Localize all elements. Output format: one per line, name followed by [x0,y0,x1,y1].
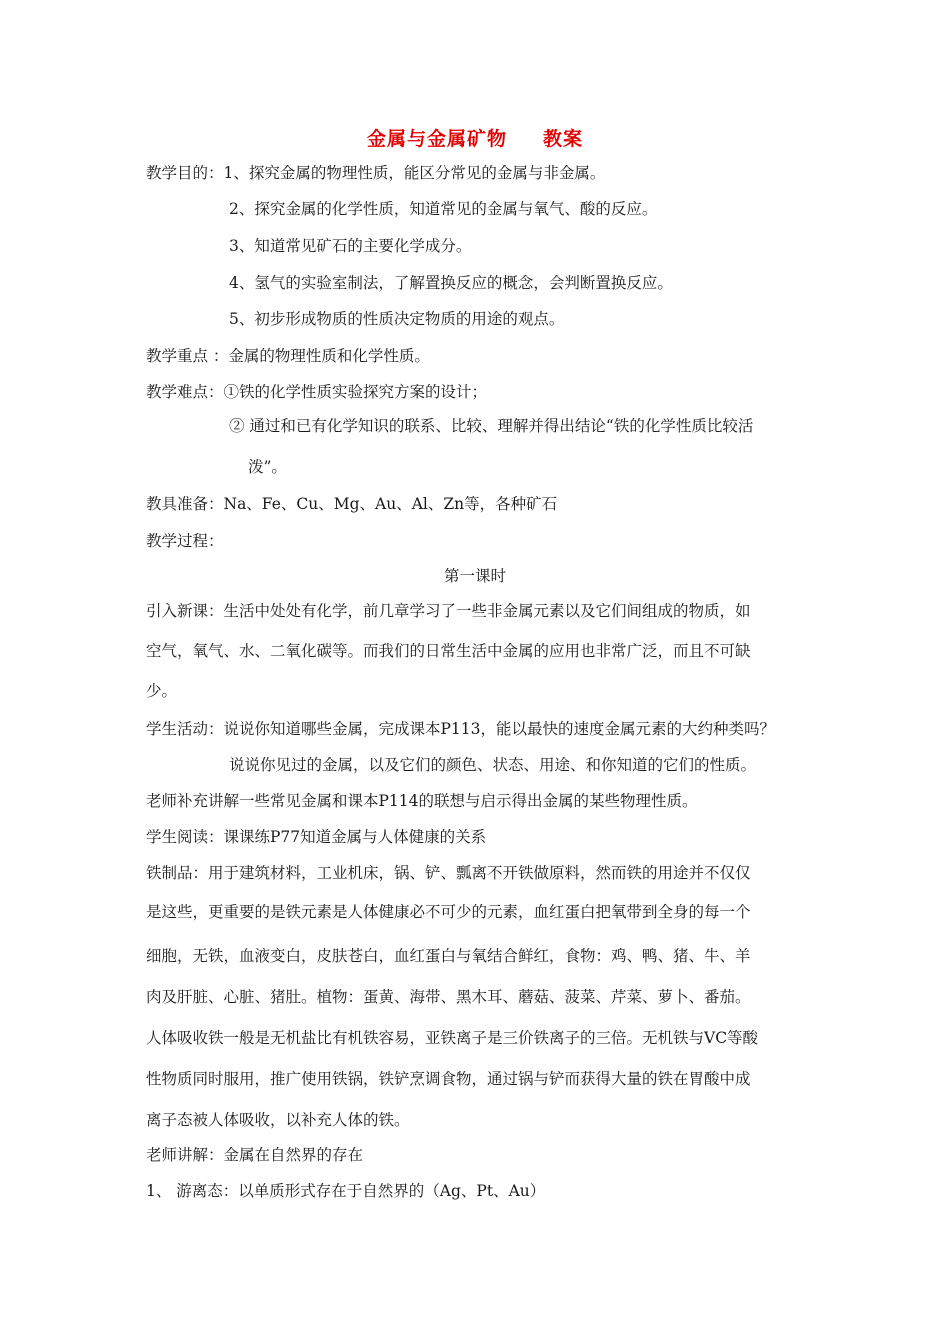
free-state-line: 1、 游离态：以单质形式存在于自然界的（Ag、Pt、Au） [146,1182,546,1200]
objective-item-4: 4、氢气的实验室制法，了解置换反应的概念，会判断置换反应。 [229,274,673,292]
iron-paragraph-line-4: 肉及肝脏、心脏、猪肚。植物：蛋黄、海带、黑木耳、蘑菇、菠菜、芹菜、萝卜、番茄。 [146,988,751,1006]
activity-line-2: 说说你见过的金属，以及它们的颜色、状态、用途、和你知道的它们的性质。 [229,756,757,774]
teacher-lecture: 老师讲解：金属在自然界的存在 [146,1146,364,1164]
teacher-supplement: 老师补充讲解一些常见金属和课本P114的联想与启示得出金属的某些物理性质。 [146,792,698,810]
iron-paragraph-line-7: 离子态被人体吸收，以补充人体的铁。 [146,1111,410,1129]
objective-item-1: 1、探究金属的物理性质，能区分常见的金属与非金属。 [223,164,606,182]
iron-paragraph-line-2: 是这些，更重要的是铁元素是人体健康必不可少的元素，血红蛋白把氧带到全身的每一个 [146,903,751,921]
title-main: 金属与金属矿物 [366,128,507,150]
iron-paragraph-line-5: 人体吸收铁一般是无机盐比有机铁容易，亚铁离子是三价铁离子的三倍。无机铁与VC等酸 [146,1029,759,1047]
student-reading: 学生阅读：课课练P77知道金属与人体健康的关系 [146,828,487,846]
intro-line-3: 少。 [146,682,178,700]
difficulties-line-1: 教学难点：①铁的化学性质实验探究方案的设计； [146,383,488,401]
title-sub: 教案 [543,128,584,150]
lesson-title: 第一课时 [443,567,506,585]
process-label: 教学过程： [146,532,224,550]
document-title [0,124,950,151]
objective-item-5: 5、初步形成物质的性质决定物质的用途的观点。 [229,310,565,328]
objective-item-3: 3、知道常见矿石的主要化学成分。 [229,237,472,255]
materials: 教具准备：Na、Fe、Cu、Mg、Au、Al、Zn等，各种矿石 [146,495,558,513]
iron-paragraph-line-3: 细胞，无铁，血液变白，皮肤苍白，血红蛋白与氧结合鲜红，食物：鸡、鸭、猪、牛、羊 [146,947,751,965]
objectives-label: 教学目的： [146,164,224,182]
intro-line-1: 引入新课：生活中处处有化学，前几章学习了一些非金属元素以及它们间组成的物质，如 [146,602,751,620]
objectives-line-1 [146,162,605,184]
intro-line-2: 空气，氧气、水、二氧化碳等。而我们的日常生活中金属的应用也非常广泛，而且不可缺 [146,642,751,660]
objective-item-2: 2、探究金属的化学性质，知道常见的金属与氧气、酸的反应。 [229,200,658,218]
iron-paragraph-line-6: 性物质同时服用，推广使用铁锅，铁铲烹调食物，通过锅与铲而获得大量的铁在胃酸中成 [146,1070,751,1088]
activity-line-1: 学生活动：说说你知道哪些金属，完成课本P113，能以最快的速度金属元素的大约种类吗？ [146,720,776,738]
iron-paragraph-line-1: 铁制品：用于建筑材料，工业机床，锅、铲、瓢离不开铁做原料，然而铁的用途并不仅仅 [146,864,751,882]
difficulties-line-3: 泼”。 [248,458,287,476]
difficulties-line-2: ② 通过和已有化学知识的联系、比较、理解并得出结论“铁的化学性质比较活 [229,417,754,435]
key-points: 教学重点 ：金属的物理性质和化学性质。 [146,347,430,365]
